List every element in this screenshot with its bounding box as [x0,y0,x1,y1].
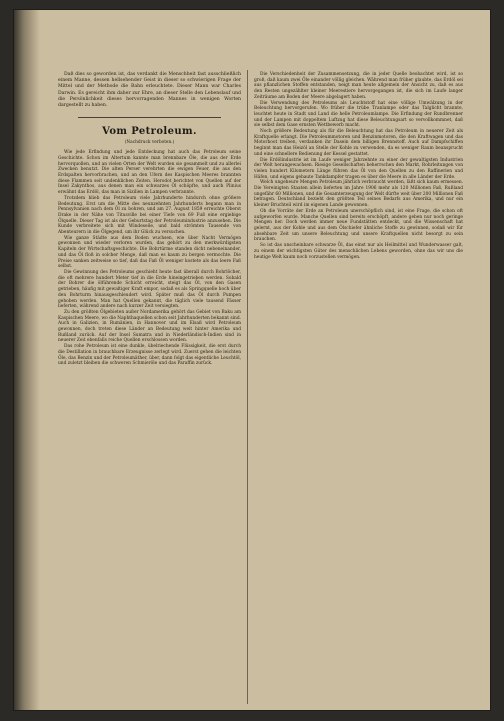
body-paragraph: Zu den größten Ölgebieten außer Nordamerika gehört das Gebiet von Baku am Kaspischen Meere, wo die Naphthaquellen schon seit Jahrhunderten bekannt sind. Auch in Galizien, in Rumänien, in Hannover und im Elsaß wird Petroleum gewonnen, doch treten diese Länder an Bedeutung weit hinter Amerika und Rußland zurück. Auf der Insel Sumatra und in Niederländisch-Indien sind in neuerer Zeit ebenfalls reiche Quellen erschlossen worden. [58,309,242,344]
section-divider [78,117,221,118]
body-paragraph: Wie jede Erfindung und jede Entdeckung hat auch das Petroleum seine Geschichte. Schon im Altertum kannte man brennbare Öle, die aus der Erde hervorquollen, und an vielen Orten der Welt wurden sie gesammelt und zu allerlei Zwecken benutzt. Die alten Perser verehrten die ewigen Feuer, die aus den Erdspalten hervorbrachen, und an den Ufern des Kaspischen Meeres brannten diese Flammen seit undenklichen Zeiten. Herodot berichtet von Quellen auf der Insel Zakynthos, aus denen man ein schwarzes Öl schöpfte, und auch Plinius erwähnt das Erdöl, das man in Sizilien in Lampen verbrannte. [58,150,241,196]
left-column [58,72,241,367]
left-body [58,150,241,367]
article-subtitle: (Nachdruck verboten.) [124,140,175,146]
binding-gutter [14,10,40,710]
body-paragraph: Die Gewinnung des Petroleums geschieht heute fast überall durch Bohrlöcher, die oft mehrere hundert Meter tief in die Erde hineingetrieben werden. Sobald der Bohrer die ölführende Schicht erreicht, steigt das Öl, von den Gasen getrieben, häufig mit gewaltiger Kraft empor, sodaß es als Springquelle hoch über den Bohrturm hinausgeschleudert wird. Später muß das Öl durch Pumpen gehoben werden. Man hat Quellen gekannt, die täglich viele tausend Fässer lieferten, während andere nach kurzer Zeit versiegten. [58,269,241,310]
body-paragraph: Die Verwendung des Petroleums als Leuchtstoff hat eine völlige Umwälzung in der Beleuchtung hervorgerufen. Wo früher die trübe Tranlampe oder das Talglicht brannte, leuchtet heute in Stadt und Land die helle Petroleumlampe. Die Erfindung der Rundbrenner und der Lampen mit doppeltem Luftzug hat diese Beleuchtungsart so vervollkommnet, daß sie selbst dem Gase ernsten Wettbewerb macht. [254,100,463,129]
article-title: Vom Petroleum. [102,126,197,138]
right-column [254,72,463,260]
body-paragraph: Trotzdem blieb das Petroleum viele Jahrhunderte hindurch ohne größere Bedeutung. Erst um die Mitte des neunzehnten Jahrhunderts begann man in Pennsylvanien nach dem Öl zu bohren, und am 27. August 1859 erreichte Oberst Drake in der Nähe von Titusville bei einer Tiefe von 69 Fuß eine ergiebige Ölquelle. Dieser Tag ist als der Geburtstag der Petroleumindustrie anzusehen. Die Kunde verbreitete sich mit Windeseile, und bald strömten Tausende von Abenteurern in die Ölgegend, um ihr Glück zu versuchen. [58,195,241,236]
body-paragraph: Das rohe Petroleum ist eine dunkle, übelriechende Flüssigkeit, die erst durch die Destillation in brauchbare Erzeugnisse zerlegt wird. Zuerst gehen die leichten Öle, das Benzin und der Petroleumäther, über, dann folgt das eigentliche Leuchtöl, und zuletzt bleiben die schweren Schmieröle und das Paraffin zurück. [58,344,241,367]
body-paragraph: Wie ganze Städte aus dem Boden wuchsen, wie über Nacht Vermögen gewonnen und wieder verloren wurden, das gehört zu den merkwürdigsten Kapiteln der Wirtschaftsgeschichte. Die Bohrtürme standen dicht nebeneinander, und das Öl floß in solcher Menge, daß man es kaum zu bergen vermochte. Die Preise sanken zeitweise so tief, daß das Faß Öl weniger kostete als das leere Faß selbst. [58,235,241,270]
body-paragraph: Die Verschiedenheit der Zusammensetzung, die in jeder Quelle beobachtet wird, ist so groß, daß kaum zwei Öle einander völlig gleichen. Während man früher glaubte, das Erdöl sei aus pflanzlichen Stoffen entstanden, neigt man heute allgemein der Ansicht zu, daß es aus den Resten ungezählter kleiner Meerestiere hervorgegangen ist, die sich im Laufe langer Zeiträume am Boden der Meere abgelagert haben. [254,72,463,100]
body-paragraph: Ob die Vorräte der Erde an Petroleum unerschöpflich sind, ist eine Frage, die schon oft aufgeworfen wurde. Manche Quellen sind bereits erschöpft, andere geben nur noch geringe Mengen her. Doch werden immer neue Fundstätten entdeckt, und die Wissenschaft hat gelernt, aus der Kohle und aus dem Ölschiefer ähnliche Stoffe zu gewinnen, sodaß wir für absehbare Zeit um unsere Beleuchtung und unsere Kraftquellen nicht besorgt zu sein brauchen. [254,208,463,243]
column-rule [247,70,248,704]
intro-paragraph: Daß dies so geworden ist, das verdankt die Menschheit fast ausschließlich einem Manne, dessen hellsehender Geist in dieser so schwierigen Frage der Mittel und der Methode die Bahn erleuchtete. Dieser Mann war Charles Darwin. Es gereicht ihm daher zur Ehre, an dieser Stelle den Lebenslauf und die Persönlichkeit dieses hervorragenden Mannes in wenigen Worten dargestellt zu haben. [58,72,241,109]
right-body [254,72,463,260]
body-paragraph: Noch größere Bedeutung als für die Beleuchtung hat das Petroleum in neuerer Zeit als Kraftquelle erlangt. Die Petroleummotoren und Benzinmotoren, die den Kraftwagen und das Motorboot treiben, verdanken ihr Dasein dem billigen Brennstoff. Auch auf Dampfschiffen beginnt man das Heizöl an Stelle der Kohle zu verwenden, da es weniger Raum beansprucht und eine schnellere Bedienung der Kessel gestattet. [254,129,463,157]
body-paragraph: So ist das unscheinbare schwarze Öl, das einst nur als Heilmittel und Wunderwasser galt, zu einem der wichtigsten Güter des menschlichen Lebens geworden, ohne das wir uns die heutige Welt kaum noch vorzustellen vermögen. [254,243,463,260]
newspaper-page [14,10,490,710]
body-paragraph: Welch ungeheure Mengen Petroleum jährlich verbraucht werden, läßt sich kaum ermessen. Die Vereinigten Staaten allein lieferten im Jahre 1906 mehr als 120 Millionen Faß, Rußland ungefähr 60 Millionen, und die Gesamterzeugung der Welt dürfte weit über 200 Millionen Faß betragen. Deutschland bezieht den größten Teil seines Bedarfs aus Amerika, und nur ein kleiner Bruchteil wird im eigenen Lande gewonnen. [254,180,463,209]
body-paragraph: Die Erdölindustrie ist im Laufe weniger Jahrzehnte zu einer der gewaltigsten Industrien der Welt herangewachsen. Riesige Gesellschaften beherrschen den Markt, Rohrleitungen von vielen hundert Kilometern Länge führen das Öl von den Quellen zu den Raffinerien und Häfen, und eigens gebaute Tankdampfer tragen es über die Meere in alle Länder der Erde. [254,157,463,180]
